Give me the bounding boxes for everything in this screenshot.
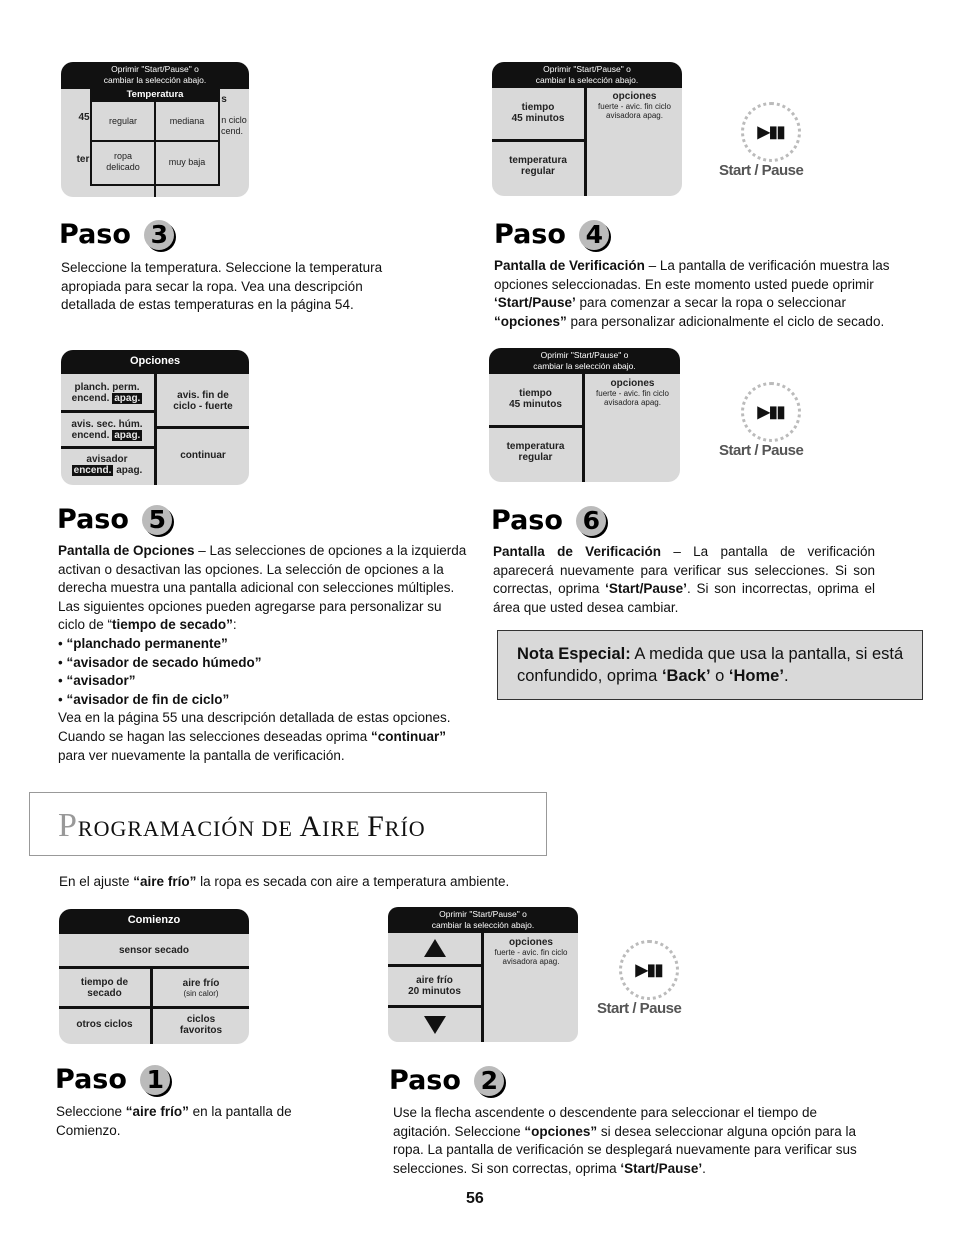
screen-header: Oprimir "Start/Pause" o cambiar la selección abajo. — [492, 62, 682, 88]
bg-value: 45 — [78, 111, 90, 123]
screen-paso-4 — [492, 62, 682, 196]
arrow-up-icon — [424, 939, 446, 957]
list-item: • “planchado permanente” — [58, 635, 470, 654]
otros-ciclos-button[interactable]: otros ciclos — [76, 1018, 133, 1030]
temp-mediana[interactable]: mediana — [169, 115, 205, 126]
special-note: Nota Especial: A medida que usa la pantalla, si está confundido, oprima ‘Back’ o ‘Home’. — [497, 630, 923, 700]
play-pause-icon: ▶▮▮ — [619, 940, 679, 1000]
screen-title: Opciones — [61, 350, 249, 374]
screen-header: Oprimir "Start/Pause" o cambiar la selección abajo. — [388, 907, 578, 933]
aire-step-1-heading: Paso 1 — [55, 1064, 170, 1095]
options-cell[interactable]: opciones fuerte - avic. fin ciclo avisadora apag. — [494, 937, 568, 966]
start-pause-button[interactable]: ▶▮▮ Start / Pause — [713, 382, 833, 472]
bg-value: ter — [76, 153, 90, 165]
section-intro: En el ajuste “aire frío” la ropa es secada con aire a temperatura ambiente. — [59, 874, 510, 889]
list-item: • “avisador de fin de ciclo” — [58, 691, 470, 710]
screen-header: Oprimir "Start/Pause" o cambiar la selección abajo. — [489, 348, 680, 374]
aire-frio-button[interactable]: aire frío (sin calor) — [182, 977, 220, 998]
step-6-heading: Paso 6 — [491, 505, 606, 536]
page-number: 56 — [466, 1190, 484, 1207]
time-cell[interactable]: tiempo 45 minutos — [509, 387, 562, 410]
option-avis-fin-ciclo[interactable]: avis. fin de ciclo - fuerte — [173, 390, 233, 412]
option-planchado[interactable]: planch. perm. encend. apag. — [71, 382, 141, 404]
time-cell[interactable]: tiempo 45 minutos — [511, 101, 565, 124]
screen-header: Oprimir "Start/Pause" o cambiar la selección abajo. — [61, 62, 249, 89]
section-title: PROGRAMACIÓN DE AIRE FRÍO — [58, 807, 426, 844]
aire-step-2-heading: Paso 2 — [389, 1065, 504, 1096]
options-cell[interactable]: opciones fuerte - avic. fin ciclo avisadora apag. — [598, 91, 671, 120]
play-pause-icon: ▶▮▮ — [741, 102, 801, 162]
step-3-heading: Paso 3 — [59, 219, 174, 250]
temperature-cell[interactable]: temperatura regular — [509, 155, 567, 177]
ciclos-favoritos-button[interactable]: ciclos favoritos — [179, 1014, 223, 1036]
down-arrow-button[interactable] — [388, 1008, 481, 1042]
tiempo-secado-button[interactable]: tiempo de secado — [80, 976, 129, 999]
step-4-heading: Paso 4 — [494, 219, 609, 250]
continuar-button[interactable]: continuar — [180, 449, 226, 461]
bg-value: n ciclo — [221, 114, 247, 125]
step-5-heading: Paso 5 — [57, 504, 172, 535]
time-cell: aire frío 20 minutos — [408, 975, 461, 997]
list-item: • “avisador” — [58, 672, 470, 691]
screen-aire-paso-2 — [388, 907, 578, 1042]
play-pause-icon: ▶▮▮ — [741, 382, 801, 442]
start-pause-button[interactable]: ▶▮▮ Start / Pause — [713, 102, 833, 192]
temp-muy-baja[interactable]: muy baja — [168, 156, 206, 167]
screen-title: Comienzo — [59, 909, 249, 934]
temperature-cell[interactable]: temperatura regular — [506, 441, 565, 463]
aire-step-2-text: Use la flecha ascendente o descendente para seleccionar el tiempo de agitación. Seleccione “opciones” si desea seleccionar alguna opción para la ropa. La pantalla de verificación se desplegará nuevamente para verificar sus selecciones. Si son correctas, oprima ‘Start/Pause’. — [393, 1105, 857, 1176]
screen-paso-5 — [61, 350, 249, 485]
step-4-text: Pantalla de Verificación – La pantalla de verificación muestra las opciones seleccionadas. En este momento usted puede oprimir ‘Start/Pause’ para comenzar a secar la ropa o seleccionar “opciones” para personalizar adicionalmente el ciclo de secado. — [494, 258, 890, 329]
screen-aire-paso-1 — [59, 909, 249, 1044]
temp-ropa-delicado[interactable]: ropa delicado — [106, 151, 140, 172]
list-item: • “avisador de secado húmedo” — [58, 654, 470, 673]
step-5-text: Pantalla de Opciones – Las selecciones de opciones a la izquierda activan o desactivan las opciones. La selección de opciones a la derecha muestra una pantalla adicional con selecciones múltiples. Las siguientes opciones pueden agregarse para personalizar su ciclo de “tiempo de secado”: • “planchado permanente” • “avisador de secado húmedo” • “avisador” • “avisador de fin de ciclo” Vea en la página 55 una descripción detallada de estas opciones. Cuando se hagan las selecciones deseadas oprima “continuar” para ver nuevamente la pantalla de verificación. — [58, 542, 470, 765]
section-title-box — [29, 792, 547, 856]
step-3-text: Seleccione la temperatura. Seleccione la temperatura apropiada para secar la ropa. Vea una descripción detallada de estas temperaturas en la página 54. — [61, 260, 383, 313]
up-arrow-button[interactable] — [388, 931, 481, 964]
screen-paso-6 — [489, 348, 680, 482]
option-avisador[interactable]: avisador encend. apag. — [73, 454, 143, 476]
bg-value: cend. — [220, 125, 244, 136]
aire-step-1-text: Seleccione “aire frío” en la pantalla de Comienzo. — [56, 1104, 292, 1138]
popup-title: Temperatura — [92, 88, 218, 102]
arrow-down-icon — [424, 1016, 446, 1034]
screen-paso-3 — [61, 62, 249, 197]
bg-value: s — [221, 93, 227, 105]
temp-regular[interactable]: regular — [108, 115, 137, 126]
options-list — [58, 635, 470, 709]
temperature-popup — [90, 86, 220, 186]
sensor-secado-button[interactable]: sensor secado — [118, 944, 190, 956]
options-cell[interactable]: opciones fuerte - avic. fin ciclo avisadora apag. — [596, 378, 669, 407]
step-6-text: Pantalla de Verificación – La pantalla de verificación aparecerá nuevamente para verificar sus selecciones. Si son correctas, oprima ‘Start/Pause’. Si son incorrectas, oprima el área que usted desea cambiar. — [493, 544, 875, 615]
option-avis-sec-hum[interactable]: avis. sec. húm. encend. apag. — [71, 418, 143, 441]
start-pause-button[interactable]: ▶▮▮ Start / Pause — [591, 940, 711, 1030]
